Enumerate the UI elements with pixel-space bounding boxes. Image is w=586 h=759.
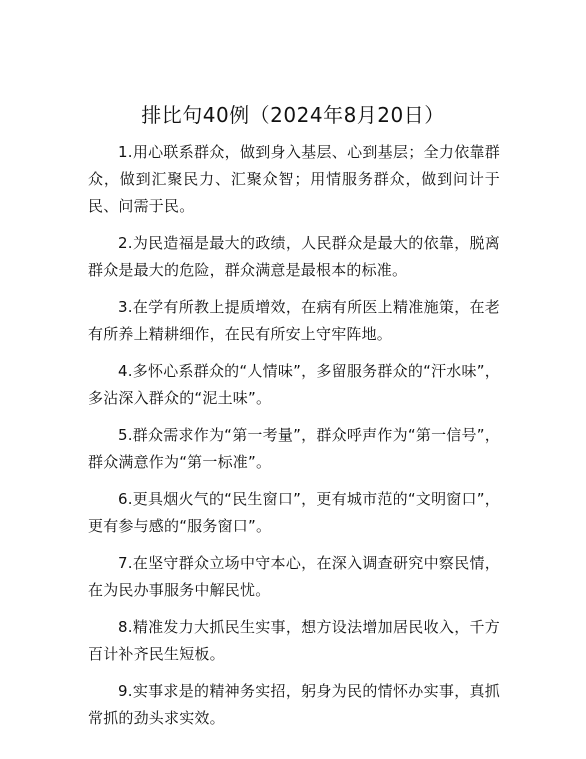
list-item: 6.更具烟火气的“民生窗口”，更有城市范的“文明窗口”，更有参与感的“服务窗口”。 [88, 490, 500, 535]
list-item: 2.为民造福是最大的政绩，人民群众是最大的依靠，脱离群众是最大的危险，群众满意是最根本的标准。 [88, 234, 500, 279]
list-item: 1.用心联系群众，做到身入基层、心到基层；全力依靠群众，做到汇聚民力、汇聚众智；用情服务群众，做到问计于民、问需于民。 [88, 143, 500, 215]
document-title: 排比句40例（2024年8月20日） [141, 103, 445, 127]
list-item: 7.在坚守群众立场中守本心，在深入调查研究中察民情，在为民办事服务中解民忧。 [88, 554, 500, 599]
list-item: 5.群众需求作为“第一考量”，群众呼声作为“第一信号”，群众满意作为“第一标准”。 [88, 426, 500, 471]
list-item: 4.多怀心系群众的“人情味”，多留服务群众的“汗水味”，多沾深入群众的“泥土味”。 [88, 362, 500, 407]
list-item: 3.在学有所教上提质增效，在病有所医上精准施策，在老有所养上精耕细作，在民有所安上守牢阵地。 [88, 298, 500, 343]
item-list [88, 139, 500, 742]
list-item: 9.实事求是的精神务实招，躬身为民的情怀办实事，真抓常抓的劲头求实效。 [88, 682, 500, 727]
list-item: 8.精准发力大抓民生实事，想方设法增加居民收入，千方百计补齐民生短板。 [88, 618, 500, 663]
